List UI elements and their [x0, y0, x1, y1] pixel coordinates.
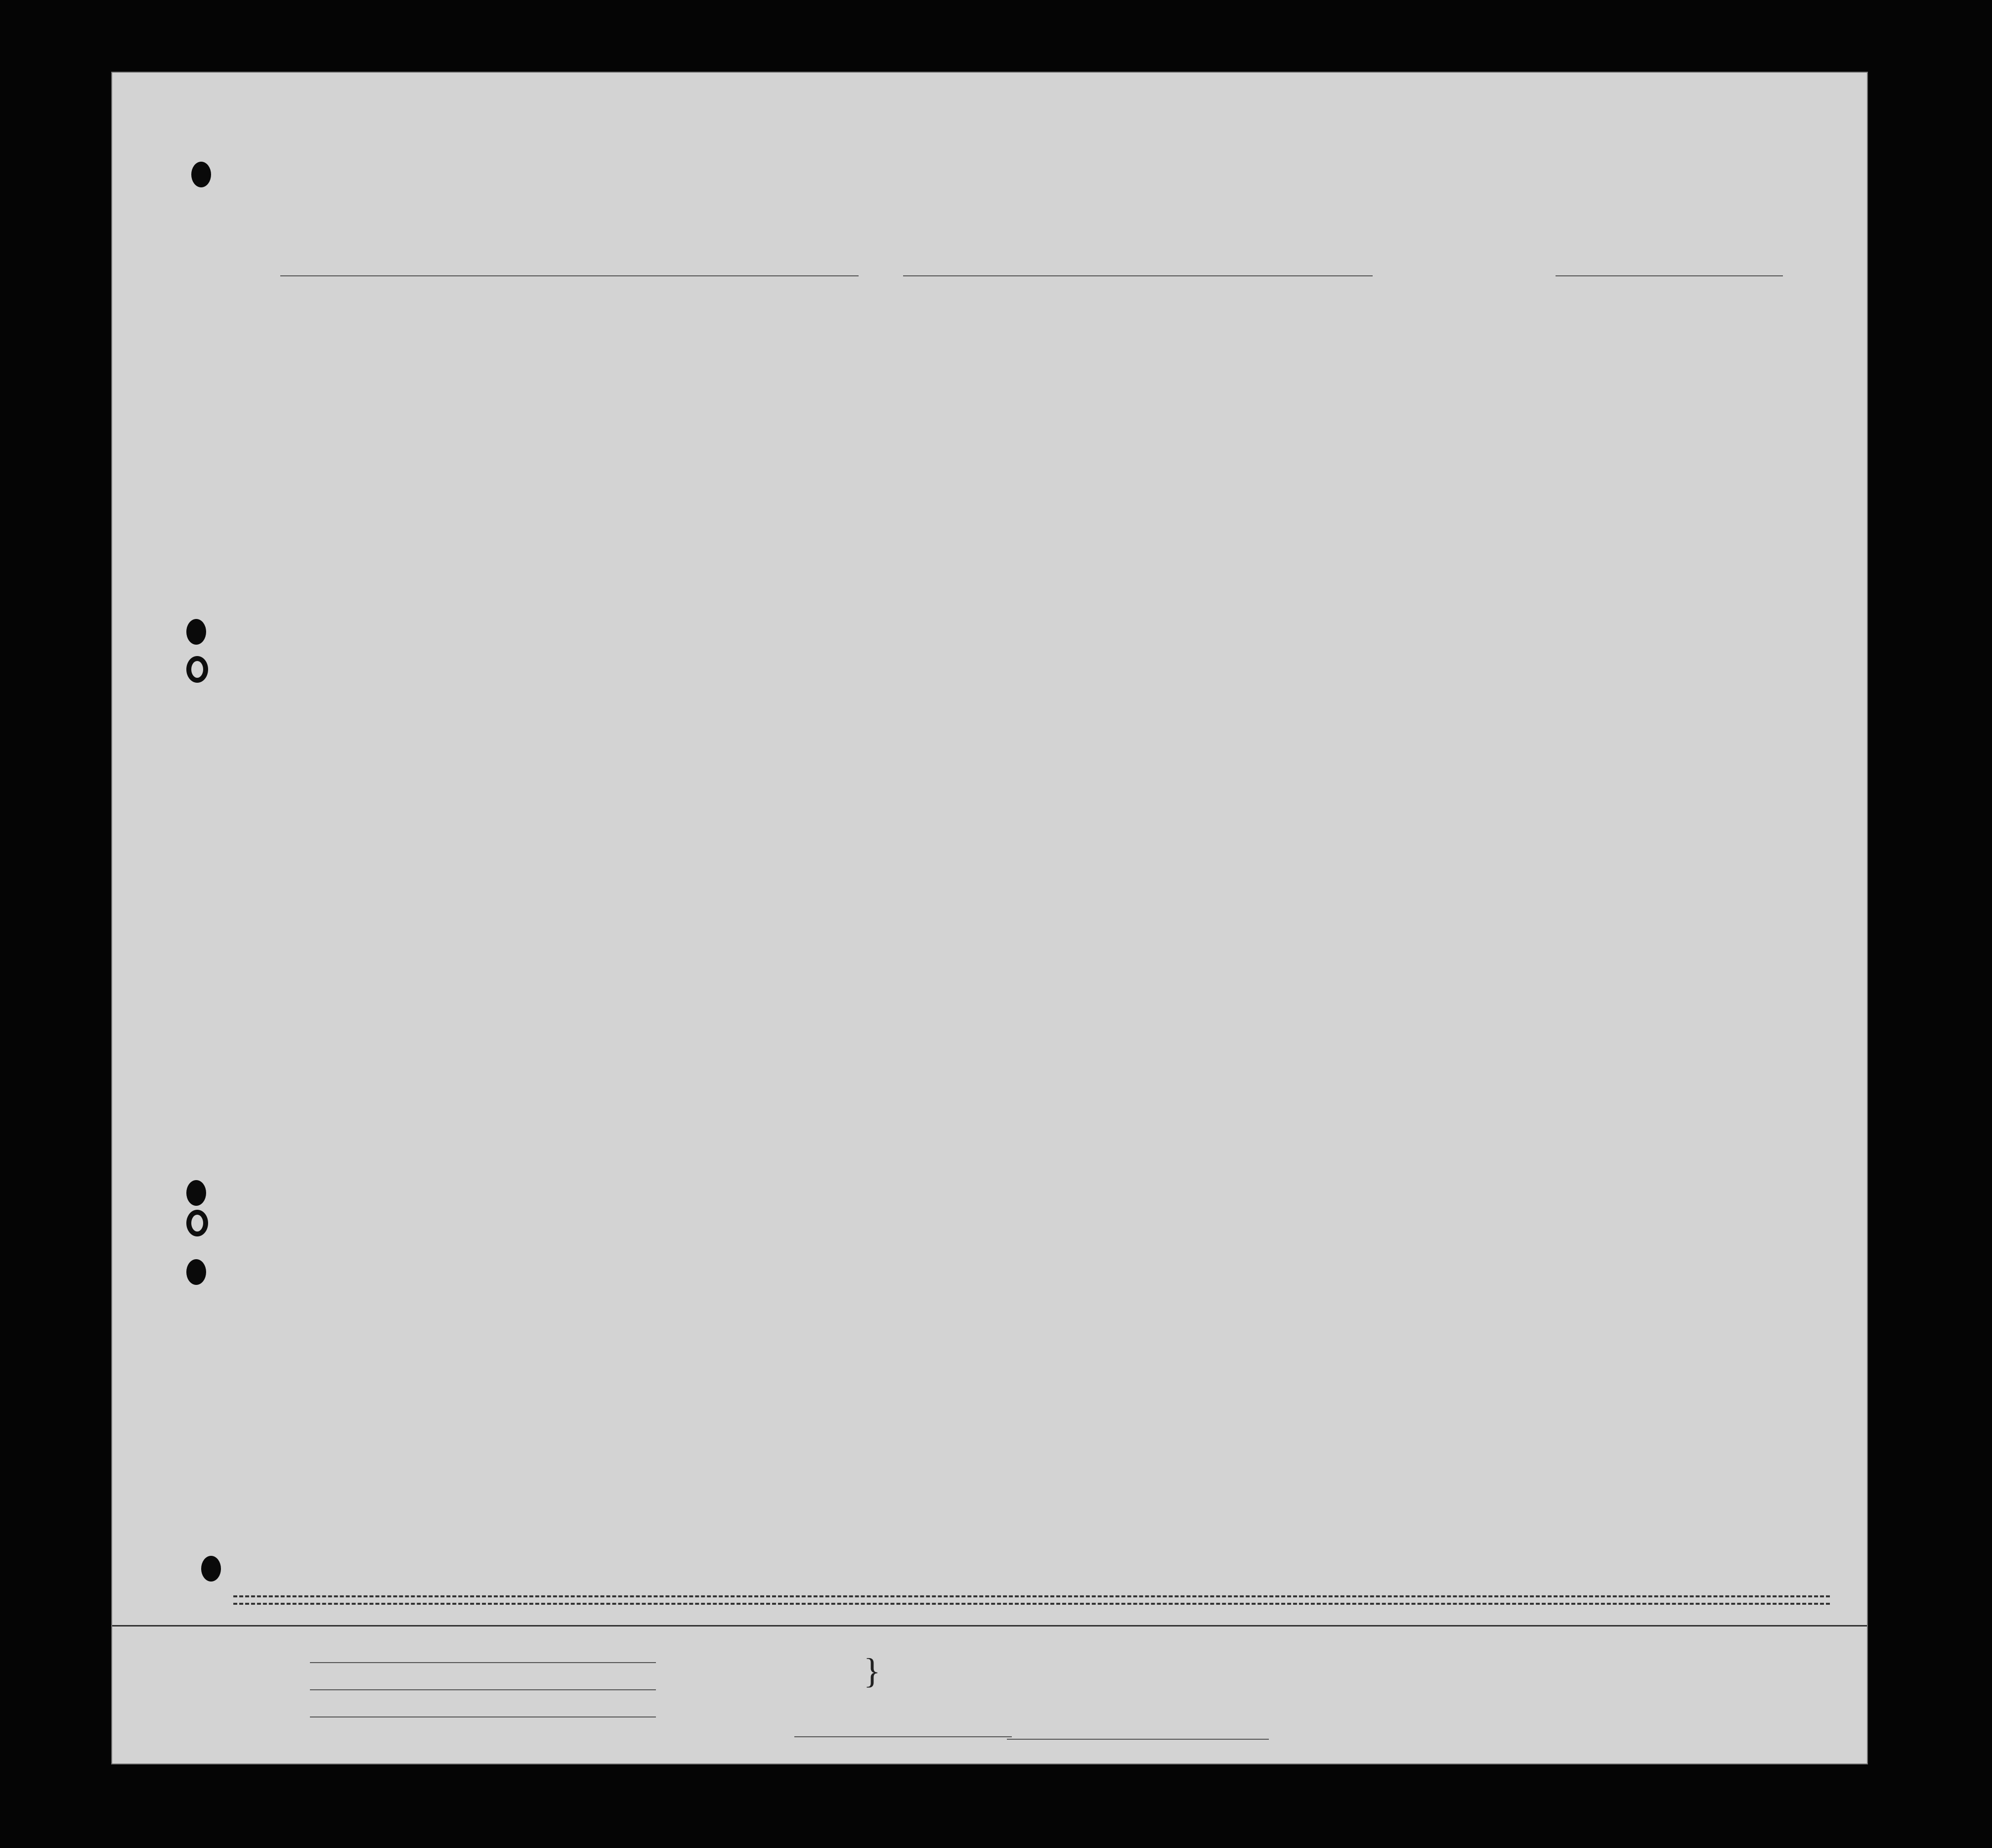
punch-hole: [201, 1556, 221, 1582]
sheet-number: [1716, 115, 1731, 136]
manifest-sheet: [111, 72, 1868, 1764]
punch-hole: [186, 1259, 206, 1285]
punch-hole: [191, 162, 211, 187]
table-end-line: [233, 1603, 1830, 1605]
punch-hole: [186, 1180, 206, 1206]
punch-hole: [186, 656, 208, 683]
punch-hole: [186, 619, 206, 645]
punch-hole: [186, 1210, 208, 1236]
vessel-info: [181, 248, 1852, 283]
brace: }: [864, 1651, 881, 1691]
table-end-line: [233, 1595, 1830, 1597]
